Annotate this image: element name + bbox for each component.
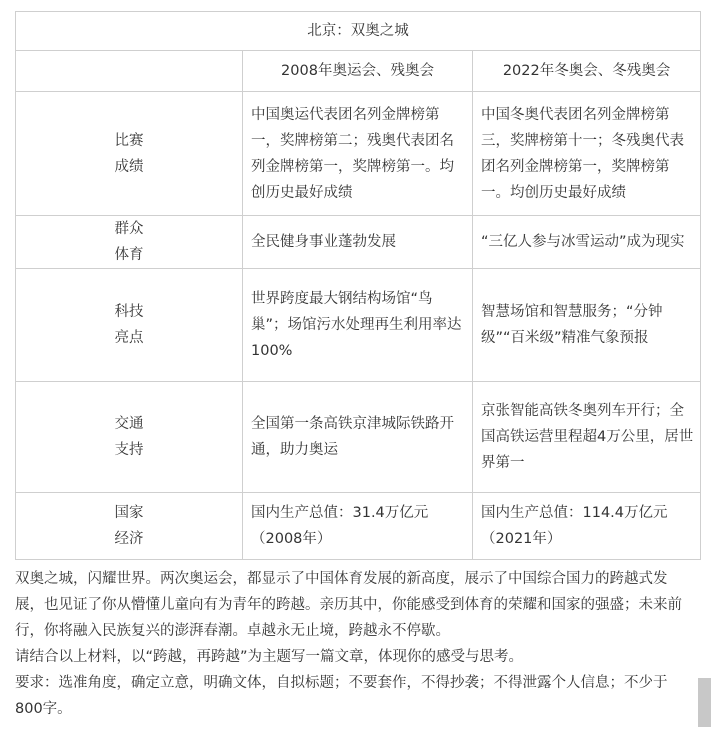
requirements-paragraph: 要求：选准角度，确定立意，明确文体，自拟标题；不要套作，不得抄袭；不得泄露个人信息；不少于800字。 [15, 675, 668, 717]
table-header-row [16, 51, 701, 92]
essay-prompt [15, 566, 695, 722]
row-label-line: 交通 [114, 416, 144, 432]
cell-2022: 京张智能高铁冬奥列车开行；全国高铁运营里程超4万公里，居世界第一 [473, 382, 701, 493]
row-label [16, 382, 243, 493]
cell-2008: 世界跨度最大钢结构场馆“鸟巢”；场馆污水处理再生利用率达100% [243, 269, 473, 382]
header-empty [16, 51, 243, 92]
cell-2022: “三亿人参与冰雪运动”成为现实 [473, 216, 701, 269]
row-label-line: 成绩 [114, 158, 144, 175]
row-label-line: 科技 [114, 304, 144, 320]
cell-2008: 全国第一条高铁京津城际铁路开通，助力奥运 [243, 382, 473, 493]
cell-2008: 中国奥运代表团名列金牌榜第一，奖牌榜第二；残奥代表团名列金牌榜第一，奖牌榜第一。均创历史最好成绩 [243, 92, 473, 216]
cell-2022: 国内生产总值：114.4万亿元（2021年） [473, 493, 701, 560]
row-label-line: 国家 [114, 505, 144, 521]
row-label-line: 支持 [114, 442, 144, 458]
table-title: 北京：双奥之城 [16, 12, 701, 51]
row-label-line: 比赛 [114, 132, 144, 149]
table-row [16, 216, 701, 269]
cell-2022: 智慧场馆和智慧服务；“分钟级”“百米级”精准气象预报 [473, 269, 701, 382]
row-label-line: 亮点 [114, 330, 144, 346]
table-row [16, 92, 701, 216]
header-2008: 2008年奥运会、残奥会 [243, 51, 473, 92]
table-row [16, 382, 701, 493]
table-title-row [16, 12, 701, 51]
cell-2022: 中国冬奥代表团名列金牌榜第三，奖牌榜第十一；冬残奥代表团名列金牌榜第一，奖牌榜第一。均创历史最好成绩 [473, 92, 701, 216]
intro-paragraph: 双奥之城，闪耀世界。两次奥运会，都显示了中国体育发展的新高度，展示了中国综合国力的跨越式发展，也见证了你从懵懂儿童向有为青年的跨越。亲历其中，你能感受到体育的荣耀和国家的强盛；未来前行，你将融入民族复兴的澎湃春潮。卓越永无止境，跨越永不停歇。 [15, 571, 682, 639]
table-row [16, 493, 701, 560]
scrollbar-thumb[interactable] [698, 678, 711, 727]
cell-2008: 全民健身事业蓬勃发展 [243, 216, 473, 269]
comparison-table [15, 11, 701, 560]
row-label-line: 群众 [114, 221, 144, 237]
header-2022: 2022年冬奥会、冬残奥会 [473, 51, 701, 92]
row-label-line: 经济 [114, 531, 144, 547]
task-paragraph: 请结合以上材料，以“跨越，再跨越”为主题写一篇文章，体现你的感受与思考。 [15, 649, 524, 665]
row-label [16, 269, 243, 382]
row-label-line: 体育 [114, 247, 144, 263]
cell-2008: 国内生产总值：31.4万亿元（2008年） [243, 493, 473, 560]
row-label [16, 216, 243, 269]
table-row [16, 269, 701, 382]
row-label [16, 493, 243, 560]
row-label [16, 92, 243, 216]
